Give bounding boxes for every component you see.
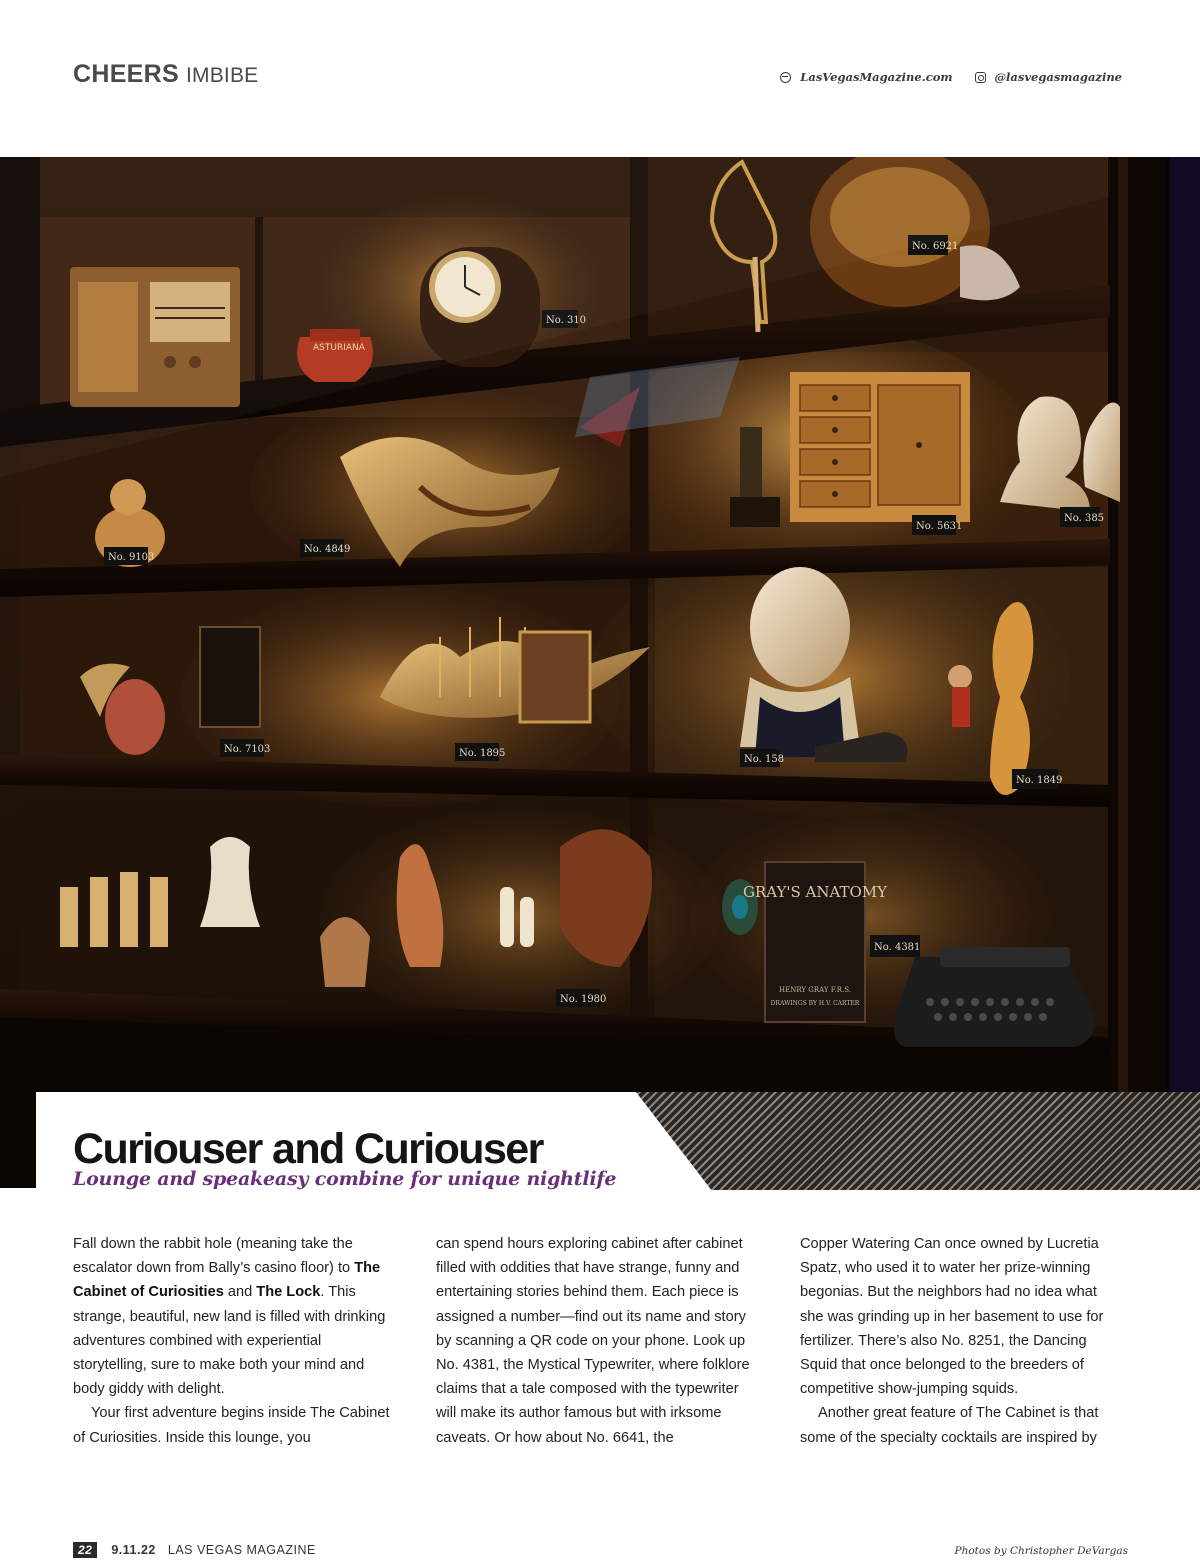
instagram-handle[interactable]: @lasvegasmagazine xyxy=(994,70,1122,84)
exhibit-tag: No. 6921 xyxy=(912,241,959,252)
exhibit-tag: No. 158 xyxy=(744,754,785,765)
paragraph: can spend hours exploring cabinet after cabinet filled with oddities that have strange, funny and entertaining stories behind them. Each piece is assigned a number—find out its name and story by scanning a QR code on your phone. Look up No. 4381, the Mystical Typewriter, where folklore claims that a tale composed with the typewriter will make its author famous but with irksome caveats. Or how about No. 6641, the xyxy=(436,1236,750,1446)
exhibit-tag: No. 1980 xyxy=(560,994,607,1005)
web-icon xyxy=(780,72,791,83)
paragraph: Copper Watering Can once owned by Lucretia Spatz, who used it to water her prize-winning begonias. But the neighbors had no idea what she was grinding up in her basement to use for fertilizer. There’s also No. 8251, the Dancing Squid that once belonged to the breeders of competitive show-jumping squids. xyxy=(800,1236,1104,1398)
section-header xyxy=(73,60,258,92)
exhibit-tag: No. 4381 xyxy=(874,942,921,953)
exhibit-tag: No. 1849 xyxy=(1016,775,1063,786)
exhibit-tag: No. 4849 xyxy=(304,544,351,555)
venue-name: The Cabinet of Curiosities xyxy=(73,1260,381,1301)
page-footer xyxy=(73,1542,316,1558)
publication-name: LAS VEGAS MAGAZINE xyxy=(167,1543,316,1557)
article-column-2 xyxy=(436,1232,756,1450)
subsection-name: IMBIBE xyxy=(186,64,259,87)
book-author: HENRY GRAY F.R.S. xyxy=(779,986,851,994)
exhibit-tag: No. 310 xyxy=(546,315,587,326)
exhibit-tag: No. 1895 xyxy=(459,748,506,759)
page-number: 22 xyxy=(73,1542,97,1558)
exhibit-tag: No. 5631 xyxy=(916,521,963,532)
social-links xyxy=(780,70,1122,84)
instagram-icon xyxy=(975,72,986,83)
paragraph: Fall down the rabbit hole (meaning take the escalator down from Bally’s casino floor) to The Cabinet of Curiosities and The Lock. This strange, beautiful, new land is filled with drinking adventures combined with experiential storytelling, sure to make both your mind and body giddy with delight. xyxy=(73,1236,386,1398)
pot-label: ASTURIANA xyxy=(313,343,365,353)
cabinet-photo xyxy=(0,157,1200,1188)
paragraph: Another great feature of The Cabinet is that some of the specialty cocktails are inspired by xyxy=(800,1405,1099,1446)
exhibit-tag: No. 9103 xyxy=(108,552,155,563)
exhibit-tag: No. 385 xyxy=(1064,513,1105,524)
photo-credit: Photos by Christopher DeVargas xyxy=(954,1545,1128,1557)
cabinet-illustration xyxy=(0,157,1200,1188)
exhibit-tag: No. 7103 xyxy=(224,744,271,755)
decorative-stripes xyxy=(630,1092,1200,1190)
article-column-3 xyxy=(800,1232,1120,1450)
article-subtitle: Lounge and speakeasy combine for unique nightlife xyxy=(73,1168,617,1190)
issue-date: 9.11.22 xyxy=(111,1543,156,1557)
website-link[interactable]: LasVegasMagazine.com xyxy=(800,70,953,84)
book-title: GRAY'S ANATOMY xyxy=(742,883,888,901)
paragraph: Your first adventure begins inside The Cabinet of Curiosities. Inside this lounge, you xyxy=(73,1405,390,1446)
book-subtitle: DRAWINGS BY H.V. CARTER xyxy=(770,1000,860,1007)
section-name: CHEERS xyxy=(73,60,179,88)
venue-name: The Lock xyxy=(256,1284,321,1301)
article-column-1 xyxy=(73,1232,393,1450)
article-title: Curiouser and Curiouser xyxy=(73,1125,543,1173)
